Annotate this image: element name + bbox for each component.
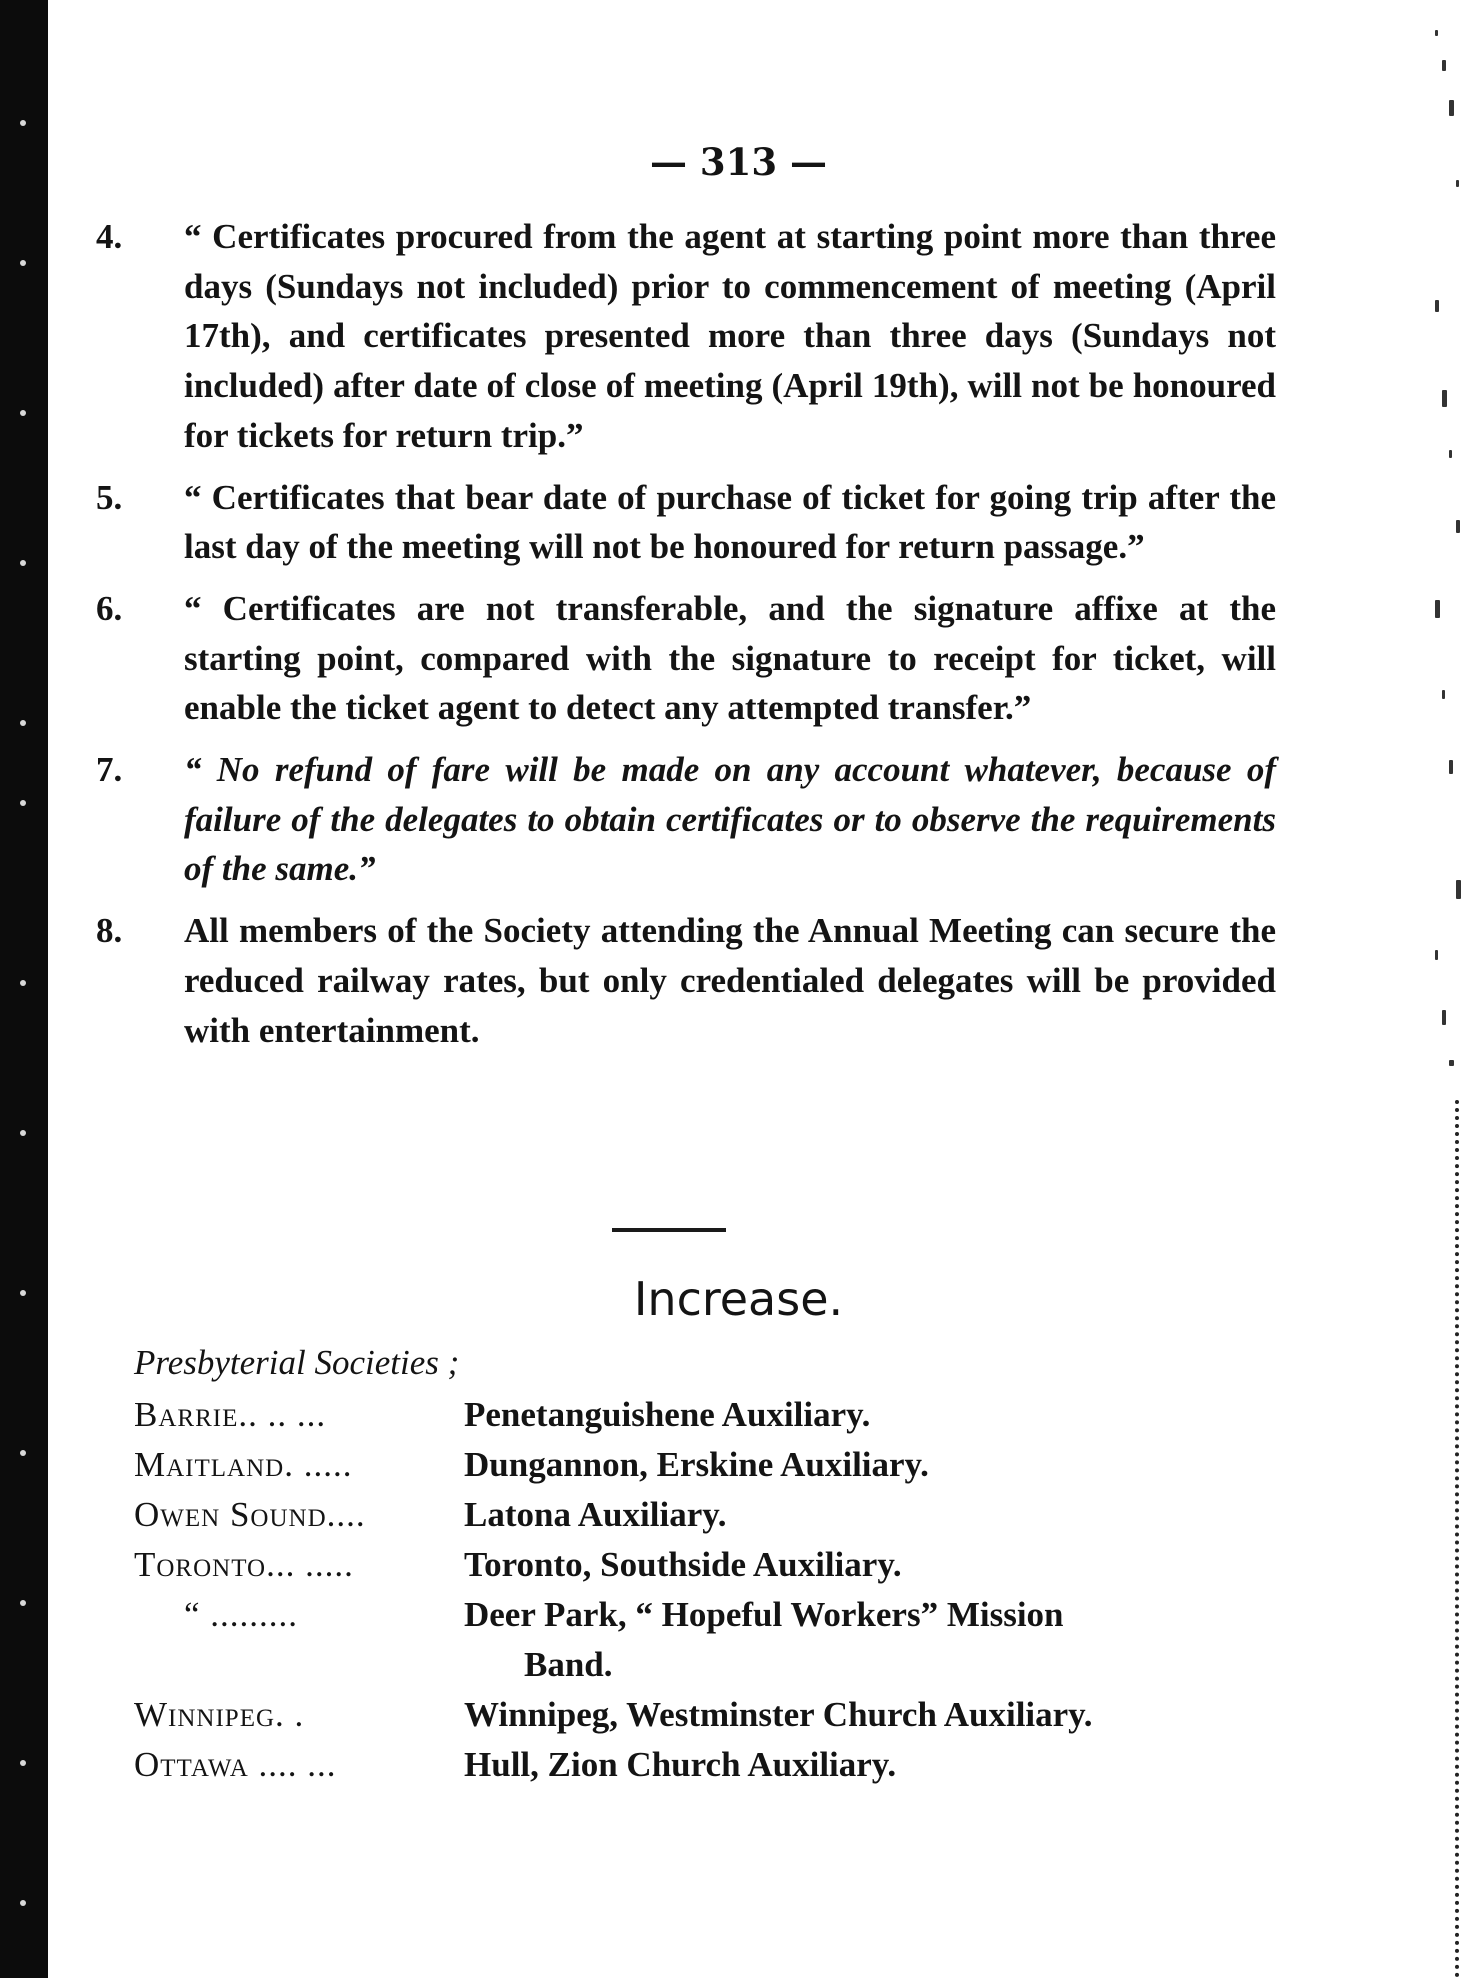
scan-speck [20, 1900, 26, 1906]
scan-speck [20, 1600, 26, 1606]
presbytery-name: Ottawa .... ... [134, 1745, 337, 1784]
table-row [134, 1590, 1294, 1690]
presbytery-name: Maitland. ..... [134, 1445, 353, 1484]
auxiliary-name: Winnipeg, Westminster Church Auxiliary. [464, 1695, 1093, 1734]
scan-speck [20, 720, 26, 726]
sub-heading: Presbyterial Societies ; [134, 1343, 460, 1382]
scan-noise-mark [1449, 1060, 1454, 1066]
table-row [134, 1490, 1294, 1540]
list-item [96, 473, 1276, 572]
scan-noise-mark [1442, 60, 1446, 71]
scan-noise-mark [1456, 520, 1460, 533]
page-number: — 313 — [650, 140, 827, 184]
table-row [134, 1690, 1294, 1740]
scan-right-edge-dots [1455, 1100, 1473, 1978]
presbytery-name: Toronto... ..... [134, 1545, 354, 1584]
scan-speck [20, 120, 26, 126]
scan-noise-mark [1435, 600, 1440, 618]
item-text: All members of the Society attending the Annual Meeting can secure the reduced railway rates, but only credentialed delegates will be provided with entertainment. [184, 911, 1276, 1050]
presbytery-name: Winnipeg. . [134, 1695, 305, 1734]
scan-speck [20, 980, 26, 986]
scan-noise-mark [1442, 1010, 1446, 1025]
item-number: 5. [96, 477, 123, 517]
auxiliary-line: Deer Park, “ Hopeful Workers” Mission [464, 1595, 1064, 1634]
item-number: 8. [96, 911, 123, 951]
scan-binding-edge [0, 0, 48, 1978]
auxiliary-name [464, 1590, 1294, 1690]
scan-speck [20, 410, 26, 416]
table-row [134, 1740, 1294, 1790]
section-heading: Increase. [633, 1272, 844, 1326]
list-item [96, 212, 1276, 461]
item-text: “ No refund of fare will be made on any account whatever, because of failure of the delegates to obtain certificates or to observe the requirements of the same.” [184, 750, 1276, 889]
list-item [96, 906, 1276, 1055]
scan-speck [20, 1450, 26, 1456]
scan-speck [20, 1760, 26, 1766]
scan-noise-mark [1435, 300, 1439, 312]
table-row [134, 1390, 1294, 1440]
scan-speck [20, 800, 26, 806]
list-item [96, 584, 1276, 733]
scan-noise-mark [1456, 880, 1461, 899]
item-number: 4. [96, 217, 123, 256]
scan-noise-mark [1442, 690, 1445, 699]
scan-noise-mark [1449, 100, 1454, 116]
item-number: 6. [96, 588, 123, 628]
scan-noise-mark [1449, 760, 1453, 774]
auxiliary-name: Toronto, Southside Auxiliary. [464, 1545, 902, 1584]
scan-speck [20, 260, 26, 266]
auxiliary-name: Dungannon, Erskine Auxiliary. [464, 1445, 929, 1484]
scan-speck [20, 560, 26, 566]
section-divider [612, 1228, 726, 1232]
item-text: “ Certificates are not transferable, and the signature affixe at the starting point, compared with the signature to receipt for ticket, will enable the ticket agent to detect any attempted transfer.” [184, 588, 1276, 728]
auxiliary-name: Hull, Zion Church Auxiliary. [464, 1745, 897, 1784]
list-item [96, 745, 1276, 894]
auxiliary-name: Latona Auxiliary. [464, 1495, 727, 1534]
item-text: “ Certificates procured from the agent at starting point more than three days (Sundays not included) prior to commencement of meeting (April 17th), and certificates presented more than three days (Sundays not included) after date of close of meeting (April 19th), will not be honoured for tickets for return trip.” [184, 217, 1276, 455]
scan-noise-mark [1449, 450, 1452, 458]
table-row [134, 1540, 1294, 1590]
scan-speck [20, 1130, 26, 1136]
scan-noise-mark [1442, 390, 1447, 407]
item-text: “ Certificates that bear date of purchase of ticket for going trip after the last day of the meeting will not be honoured for return passage.” [184, 477, 1276, 567]
presbytery-name: “ ......... [184, 1595, 299, 1634]
auxiliary-name: Penetanguishene Auxiliary. [464, 1395, 871, 1434]
regulations-list [96, 212, 1276, 1067]
presbytery-name: Owen Sound.... [134, 1495, 366, 1534]
auxiliary-line-continued: Band. [524, 1645, 613, 1684]
item-number: 7. [96, 750, 123, 790]
increase-list [134, 1338, 1294, 1790]
table-row [134, 1440, 1294, 1490]
scan-noise-mark [1435, 30, 1438, 36]
scan-noise-mark [1435, 950, 1438, 960]
presbytery-name: Barrie.. .. ... [134, 1395, 327, 1434]
